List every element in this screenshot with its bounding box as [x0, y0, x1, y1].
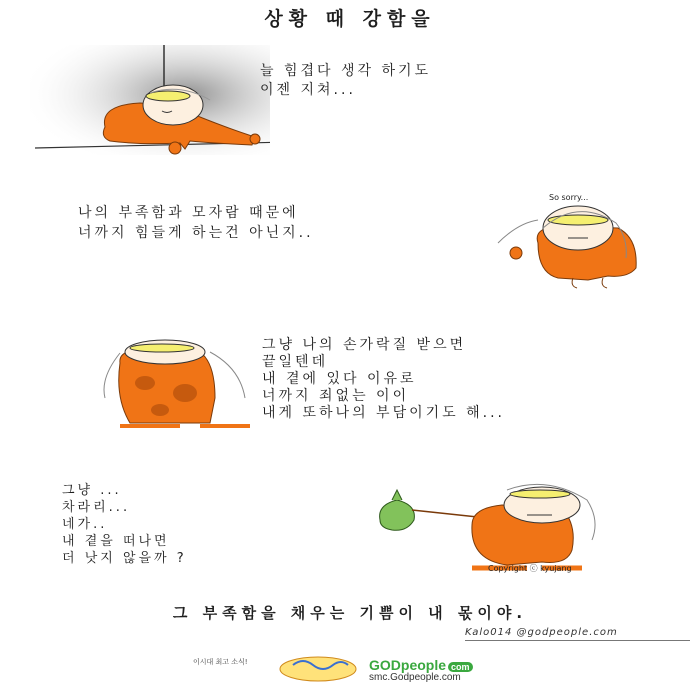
brand-name[interactable]: [369, 657, 473, 673]
text-line: 너까지 죄없는 이이: [262, 388, 410, 404]
brand-suffix-badge: com: [448, 662, 473, 672]
text-line: 그냥 ...: [62, 483, 122, 498]
panel1-illustration: [30, 45, 270, 175]
panel2-illustration: [478, 198, 648, 298]
panel1-text: [260, 62, 431, 100]
text-line: 나의 부족함과 모자람 때문에: [78, 205, 299, 221]
footer-url-link[interactable]: smc.Godpeople.com: [369, 672, 461, 683]
text-line: 더 낫지 않을까 ?: [62, 551, 187, 566]
brand-text: GODpeople: [369, 657, 447, 673]
speech-bubble-sorry: So sorry...: [549, 193, 589, 202]
panel3-illustration: [90, 338, 250, 438]
text-line: 그냥 나의 손가락질 받으면: [262, 337, 467, 353]
character-carrying-bag: [472, 484, 595, 568]
footer-tagline: 이시대 최고 소식!: [193, 658, 248, 666]
text-line: 너까지 힘들게 하는건 아닌지..: [78, 225, 314, 241]
bag-icon: [380, 490, 415, 530]
signature: Kalo014 @godpeople.com: [465, 627, 618, 638]
text-line: 네가..: [62, 517, 108, 532]
signature-underline: [465, 640, 690, 641]
logo-icon: [278, 655, 358, 683]
copyright-text: Copyright ⓒ kyujang: [488, 564, 572, 573]
panel3-text: [262, 337, 505, 422]
text-line: 이젠 지쳐...: [260, 82, 356, 98]
text-line: 내게 또하나의 부담이기도 해...: [262, 405, 505, 421]
text-line: 내 곁에 있다 이유로: [262, 371, 417, 387]
panel4-text: [62, 482, 187, 567]
character-standing-back: [104, 340, 250, 426]
text-line: 늘 힘겹다 생각 하기도: [260, 63, 432, 79]
panel4-illustration: [372, 480, 632, 575]
text-line: 내 곁을 떠나면: [62, 534, 170, 549]
character-thinking: [498, 206, 636, 288]
comic-title: 상황 때 강함을: [264, 8, 436, 30]
closing-line: 그 부족함을 채우는 기쁨이 내 몫이야.: [172, 604, 528, 622]
panel2-text: [78, 203, 314, 243]
text-line: 차라리...: [62, 500, 131, 515]
text-line: 끝일텐데: [262, 354, 329, 370]
